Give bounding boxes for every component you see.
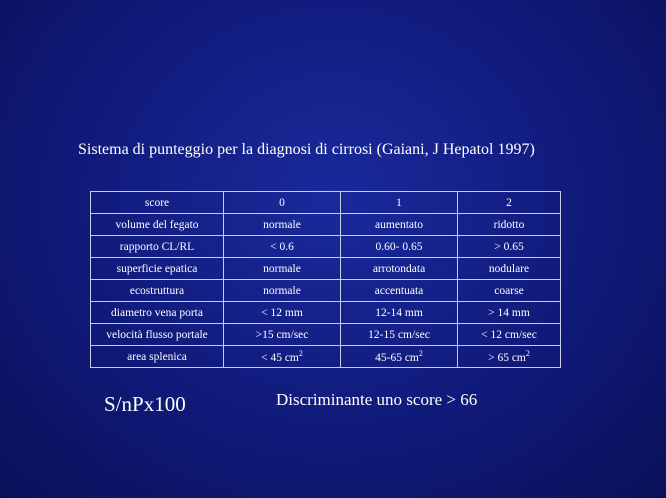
table-row — [91, 214, 561, 236]
unit-exponent: 2 — [418, 349, 423, 359]
table-cell: ridotto — [458, 214, 561, 236]
table-cell: < 12 mm — [224, 302, 341, 324]
table-cell: arrotondata — [341, 258, 458, 280]
table-cell — [341, 346, 458, 368]
table-row — [91, 280, 561, 302]
table-row — [91, 258, 561, 280]
header-cell: 2 — [458, 192, 561, 214]
table-row — [91, 346, 561, 368]
unit-exponent: 2 — [298, 349, 303, 359]
table-row — [91, 324, 561, 346]
row-label: diametro vena porta — [91, 302, 224, 324]
table-cell: < 12 cm/sec — [458, 324, 561, 346]
row-label: area splenica — [91, 346, 224, 368]
table-cell: 0.60- 0.65 — [341, 236, 458, 258]
table-cell: normale — [224, 280, 341, 302]
table-header-row — [91, 192, 561, 214]
table-cell: aumentato — [341, 214, 458, 236]
table-cell — [458, 346, 561, 368]
discriminant-note: Discriminante uno score > 66 — [276, 390, 478, 409]
table-cell: 12-14 mm — [341, 302, 458, 324]
row-label: rapporto CL/RL — [91, 236, 224, 258]
score-table — [90, 191, 561, 368]
slide-title: Sistema di punteggio per la diagnosi di cirrosi (Gaiani, J Hepatol 1997) — [78, 141, 535, 158]
table-row — [91, 302, 561, 324]
table-cell: >15 cm/sec — [224, 324, 341, 346]
table-cell: > 0.65 — [458, 236, 561, 258]
unit-exponent: 2 — [525, 349, 530, 359]
table-cell: 12-15 cm/sec — [341, 324, 458, 346]
cell-text: 45-65 cm — [375, 351, 419, 364]
table-row — [91, 236, 561, 258]
table-cell: normale — [224, 258, 341, 280]
header-cell: score — [91, 192, 224, 214]
cell-text: < 45 cm — [261, 351, 299, 364]
cell-text: > 65 cm — [488, 351, 526, 364]
table-cell — [224, 346, 341, 368]
table-cell: nodulare — [458, 258, 561, 280]
table-cell: < 0.6 — [224, 236, 341, 258]
row-label: velocità flusso portale — [91, 324, 224, 346]
table-cell: normale — [224, 214, 341, 236]
table-cell: coarse — [458, 280, 561, 302]
header-cell: 1 — [341, 192, 458, 214]
row-label: superficie epatica — [91, 258, 224, 280]
row-label: ecostruttura — [91, 280, 224, 302]
row-label: volume del fegato — [91, 214, 224, 236]
table-cell: accentuata — [341, 280, 458, 302]
header-cell: 0 — [224, 192, 341, 214]
score-formula: S/nPx100 — [104, 392, 186, 416]
table-cell: > 14 mm — [458, 302, 561, 324]
